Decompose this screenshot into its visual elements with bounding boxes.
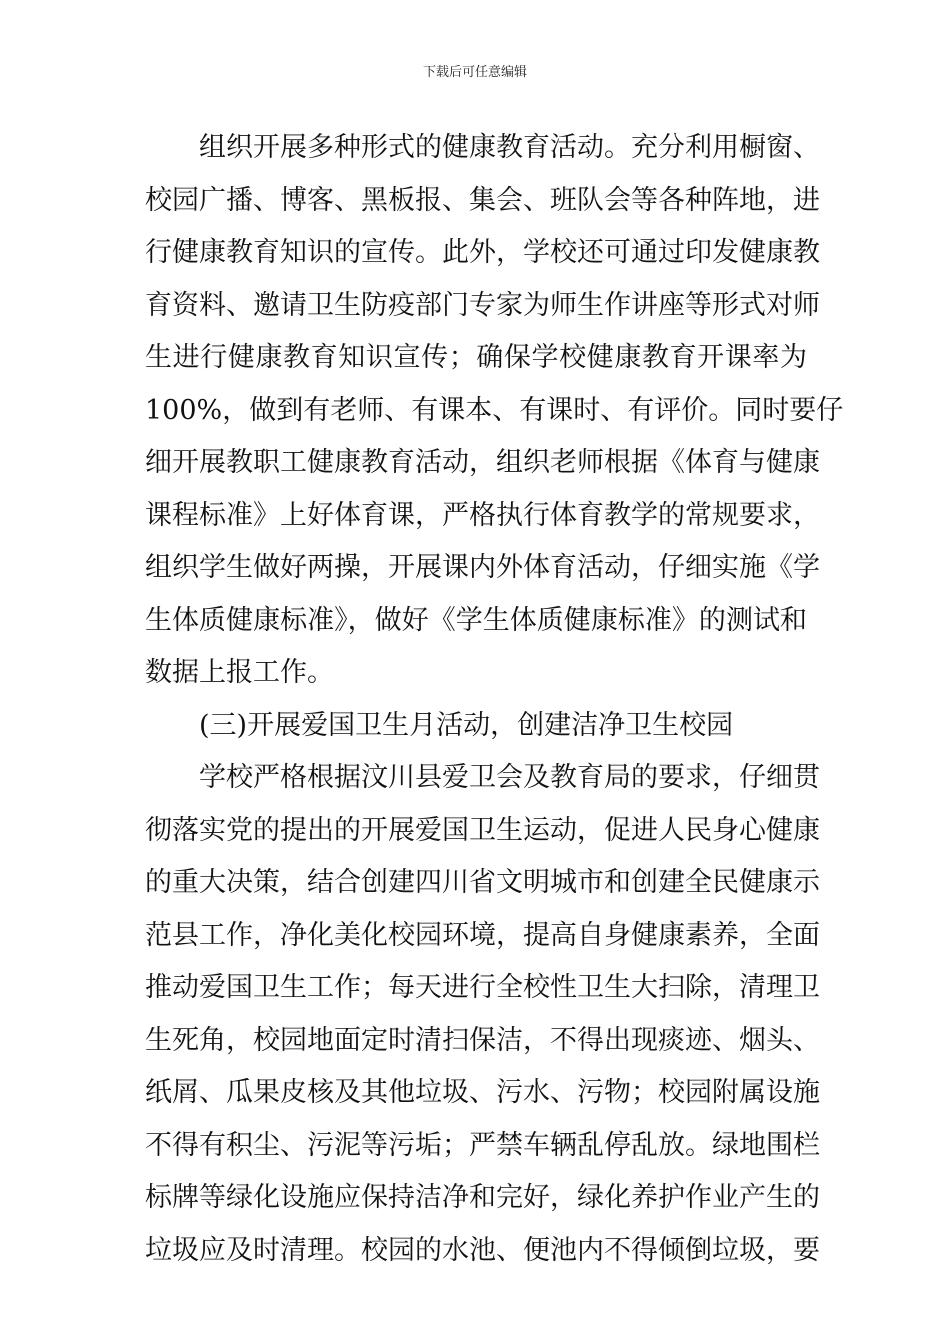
paragraph-line: 垃圾应及时清理。校园的水池、便池内不得倾倒垃圾，要 (145, 1234, 820, 1266)
paragraph-line: 生死角，校园地面定时清扫保洁，不得出现痰迹、烟头、 (145, 1024, 820, 1056)
paragraph-line: 生进行健康教育知识宣传；确保学校健康教育开课率为 (145, 342, 807, 373)
paragraph-line: 组织学生做好两操，开展课内外体育活动，仔细实施《学 (145, 552, 820, 583)
paragraph-line: 学校严格根据汶川县爱卫会及教育局的要求，仔细贯 (199, 762, 820, 793)
paragraph-line: 范县工作，净化美化校园环境，提高自身健康素养，全面 (145, 919, 820, 951)
paragraph-line: 推动爱国卫生工作；每天进行全校性卫生大扫除，清理卫 (145, 972, 820, 1003)
paragraph-line: 的重大决策，结合创建四川省文明城市和创建全民健康示 (145, 867, 820, 898)
paragraph-line: 行健康教育知识的宣传。此外，学校还可通过印发健康教 (145, 237, 820, 268)
paragraph-line: 100%，做到有老师、有课本、有课时、有评价。同时要仔 (145, 394, 844, 426)
paragraph-line: 育资料、邀请卫生防疫部门专家为师生作讲座等形式对师 (145, 289, 820, 321)
paragraph-line: 标牌等绿化设施应保持洁净和完好，绿化养护作业产生的 (145, 1182, 820, 1213)
page-header: 下载后可任意编辑 (422, 65, 527, 80)
paragraph-line: 校园广播、博客、黑板报、集会、班队会等各种阵地，进 (145, 184, 820, 216)
paragraph-line: 数据上报工作。 (145, 657, 334, 688)
document-body (145, 122, 844, 1277)
paragraph-line: 课程标准》上好体育课，严格执行体育教学的常规要求， (145, 499, 820, 531)
paragraph-line: 组织开展多种形式的健康教育活动。充分利用橱窗、 (199, 132, 820, 163)
paragraph-line: 彻落实党的提出的开展爱国卫生运动，促进人民身心健康 (145, 814, 820, 846)
paragraph-line: 细开展教职工健康教育活动，组织老师根据《体育与健康 (145, 447, 820, 478)
section-heading: (三)开展爱国卫生月活动，创建洁净卫生校园 (199, 709, 734, 741)
paragraph-line: 生体质健康标准》，做好《学生体质健康标准》的测试和 (145, 604, 807, 636)
paragraph-line: 不得有积尘、污泥等污垢；严禁车辆乱停乱放。绿地围栏 (145, 1129, 820, 1161)
paragraph-line: 纸屑、瓜果皮核及其他垃圾、污水、污物；校园附属设施 (145, 1077, 820, 1108)
